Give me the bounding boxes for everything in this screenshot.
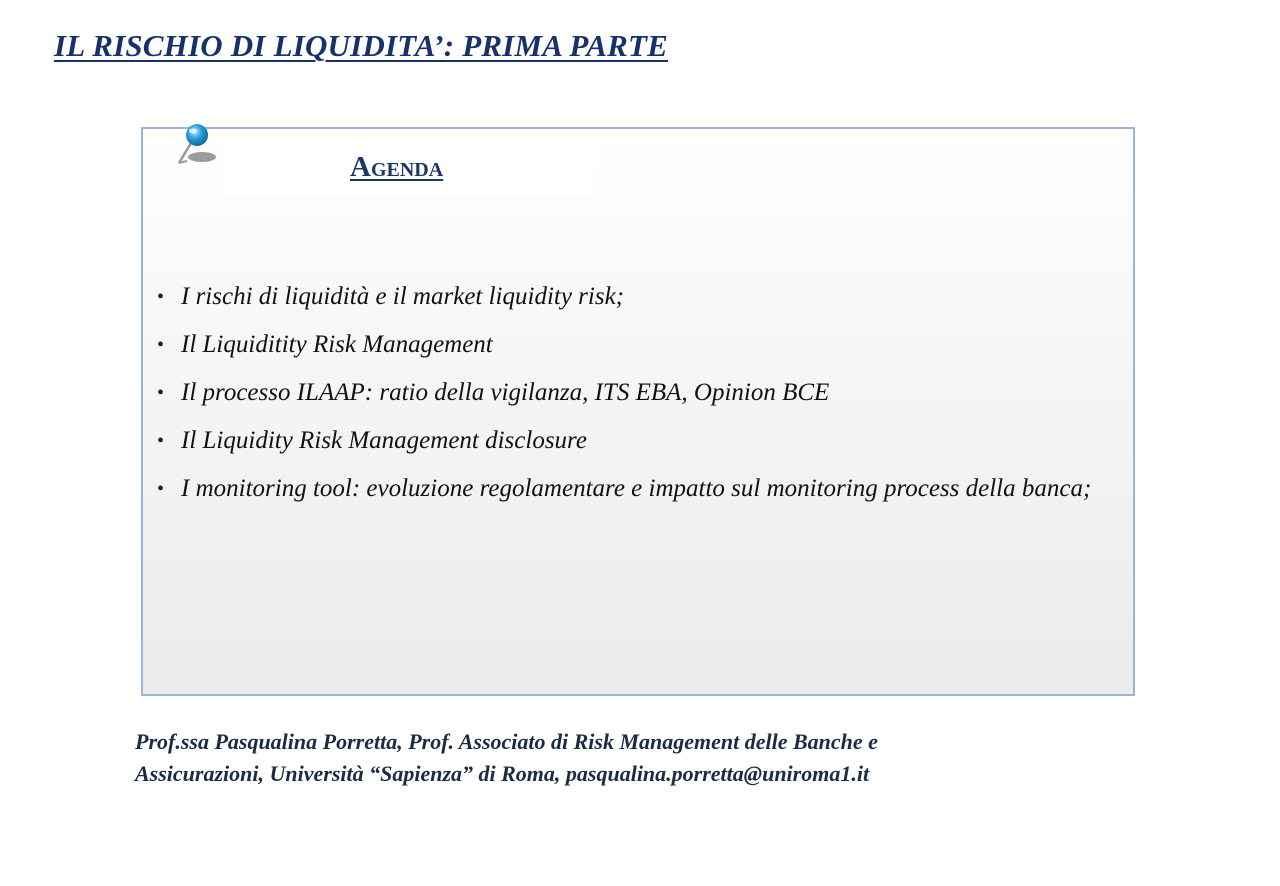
agenda-item (155, 421, 1091, 469)
slide-title: IL RISCHIO DI LIQUIDITA’: PRIMA PARTE (54, 28, 669, 63)
agenda-item (155, 277, 1091, 325)
agenda-item (155, 373, 1091, 421)
footer-line-1: Prof.ssa Pasqualina Porretta, Prof. Associato di Risk Management delle Banche e (135, 729, 878, 754)
author-footer (135, 726, 1095, 790)
bullet-icon: • (157, 430, 165, 452)
footer-line-2: Assicurazioni, Università “Sapienza” di Roma, pasqualina.porretta@uniroma1.it (135, 761, 870, 786)
agenda-item (155, 469, 1091, 517)
agenda-title: Agenda (350, 151, 444, 183)
agenda-item (155, 325, 1091, 373)
agenda-box (141, 127, 1135, 696)
bullet-icon: • (157, 478, 165, 500)
agenda-item-text: I rischi di liquidità e il market liquidity risk; (181, 283, 625, 310)
agenda-item-text: Il Liquiditity Risk Management (181, 331, 493, 358)
bullet-icon: • (157, 286, 165, 308)
bullet-icon: • (157, 382, 165, 404)
agenda-list (155, 277, 1091, 517)
bullet-icon: • (157, 334, 165, 356)
pushpin-icon (173, 123, 223, 171)
agenda-item-text: Il Liquidity Risk Management disclosure (181, 427, 587, 454)
agenda-item-text: I monitoring tool: evoluzione regolamentare e impatto sul monitoring process della banca; (181, 475, 1092, 502)
agenda-item-text: Il processo ILAAP: ratio della vigilanza, ITS EBA, Opinion BCE (181, 379, 830, 406)
